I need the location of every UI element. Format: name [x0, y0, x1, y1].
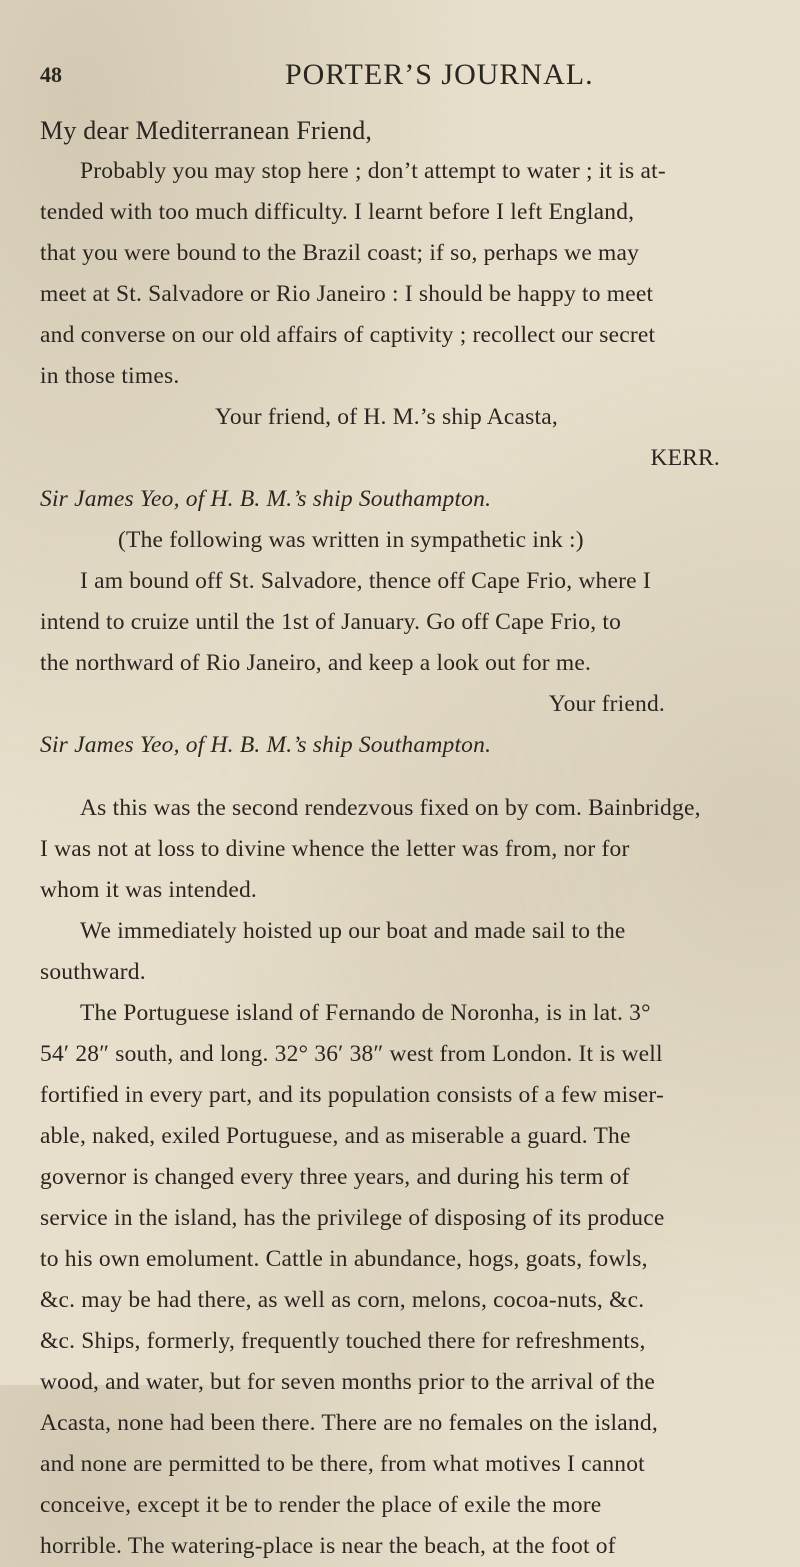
paragraph-line: able, naked, exiled Portuguese, and as miserable a guard. The: [40, 1123, 631, 1149]
paragraph-line: to his own emolument. Cattle in abundance, hogs, goats, fowls,: [40, 1246, 648, 1272]
paragraph-line: The Portuguese island of Fernando de Noronha, is in lat. 3°: [80, 1000, 651, 1026]
letter-line: Probably you may stop here ; don’t attempt to water ; it is at-: [80, 158, 666, 184]
page-header: [0, 58, 800, 96]
paragraph-line: horrible. The watering-place is near the beach, at the foot of: [40, 1533, 616, 1559]
letter-closing: Your friend, of H. M.’s ship Acasta,: [215, 404, 558, 430]
paragraph-line: governor is changed every three years, and during his term of: [40, 1164, 630, 1190]
letter-line: and converse on our old affairs of captivity ; recollect our secret: [40, 322, 656, 348]
paragraph-line: Acasta, none had been there. There are no females on the island,: [40, 1410, 658, 1436]
paragraph-line: &c. may be had there, as well as corn, melons, cocoa-nuts, &c.: [40, 1287, 645, 1313]
paragraph-line: and none are permitted to be there, from what motives I cannot: [40, 1451, 645, 1477]
letter-sympathetic-ink: [40, 520, 760, 766]
letter-kerr: [40, 110, 760, 520]
letter-address: Sir James Yeo, of H. B. M.’s ship Southampton.: [40, 486, 492, 512]
page-number: 48: [40, 62, 62, 87]
running-title: PORTER’S JOURNAL.: [285, 58, 594, 91]
letter-note: (The following was written in sympathetic ink :): [118, 527, 584, 553]
paragraph-line: I was not at loss to divine whence the letter was from, nor for: [40, 836, 630, 862]
letter-address: Sir James Yeo, of H. B. M.’s ship Southampton.: [40, 732, 492, 758]
letter-line: meet at St. Salvadore or Rio Janeiro : I should be happy to meet: [40, 281, 654, 307]
letter-line: I am bound off St. Salvadore, thence off Cape Frio, where I: [80, 568, 651, 594]
salutation: My dear Mediterranean Friend,: [40, 116, 373, 145]
narrative-text: [40, 788, 760, 1567]
paragraph-line: fortified in every part, and its population consists of a few miser-: [40, 1082, 664, 1108]
paragraph-line: As this was the second rendezvous fixed on by com. Bainbridge,: [80, 795, 701, 821]
paragraph-line: We immediately hoisted up our boat and made sail to the: [80, 918, 626, 944]
paragraph-line: southward.: [40, 959, 146, 985]
letter-signature: KERR.: [650, 445, 720, 471]
paragraph-line: &c. Ships, formerly, frequently touched there for refreshments,: [40, 1328, 646, 1354]
letter-closing: Your friend.: [548, 691, 665, 717]
letter-line: in those times.: [40, 363, 180, 389]
letter-line: the northward of Rio Janeiro, and keep a look out for me.: [40, 650, 592, 676]
paragraph-line: wood, and water, but for seven months prior to the arrival of the: [40, 1369, 656, 1395]
letter-line: that you were bound to the Brazil coast; if so, perhaps we may: [40, 240, 640, 266]
paragraph-line: whom it was intended.: [40, 877, 257, 903]
letter-line: intend to cruize until the 1st of January. Go off Cape Frio, to: [40, 609, 622, 635]
paragraph-line: service in the island, has the privilege of disposing of its produce: [40, 1205, 665, 1231]
paragraph-line: 54′ 28″ south, and long. 32° 36′ 38″ west from London. It is well: [40, 1041, 663, 1067]
letter-line: tended with too much difficulty. I learnt before I left England,: [40, 199, 635, 225]
paragraph-line: conceive, except it be to render the place of exile the more: [40, 1492, 602, 1518]
